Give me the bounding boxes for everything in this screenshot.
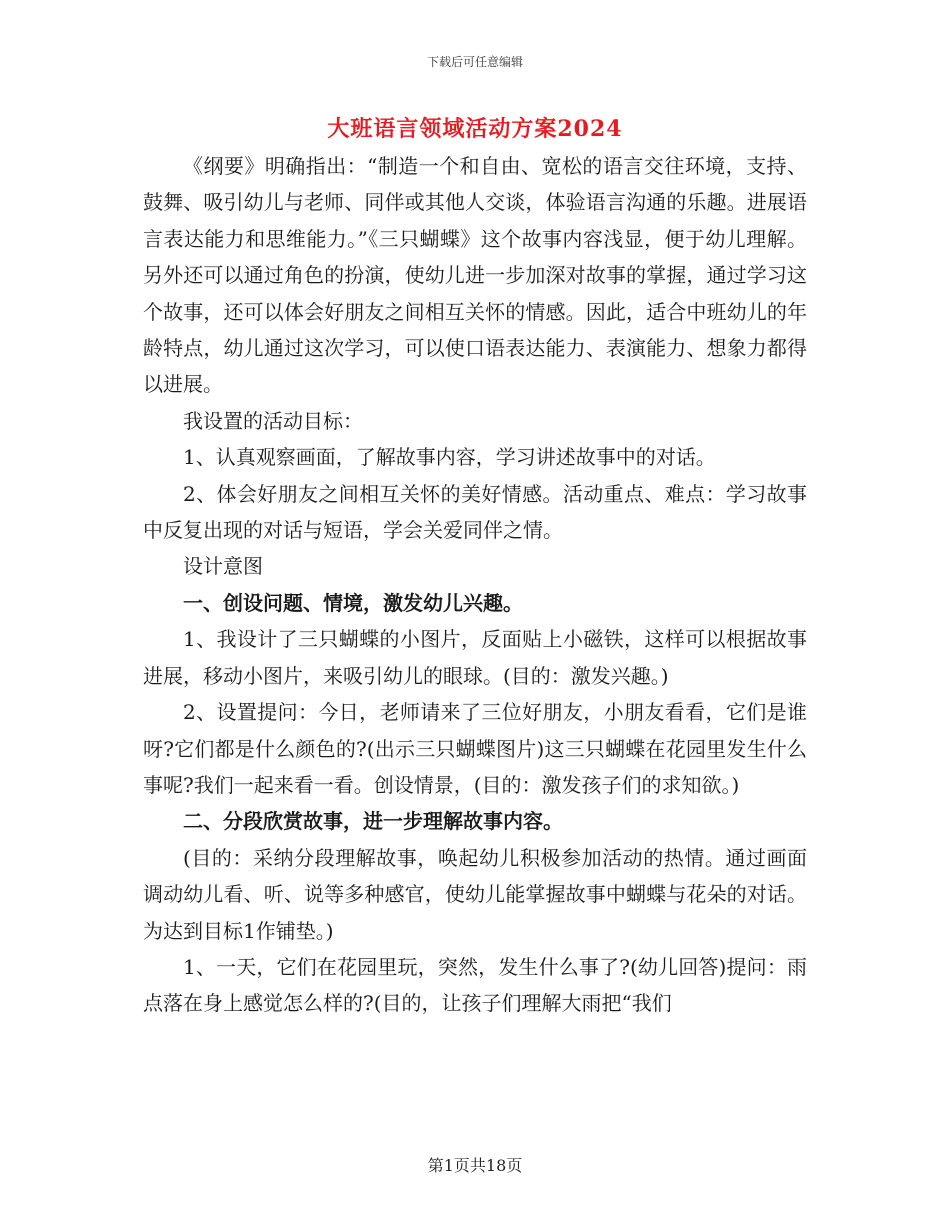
paragraph-goal-1: 1、认真观察画面，了解故事内容，学习讲述故事中的对话。 (183, 445, 716, 470)
paragraph-section2-purpose: (目的：采纳分段理解故事，唤起幼儿积极参加活动的热情。通过画面调动幼儿看、听、说等多种感官，使幼儿能掌握故事中蝴蝶与花朵的对话。为达到目标1作铺垫。) (143, 845, 807, 943)
paragraph-goal-2: 2、体会好朋友之间相互关怀的美好情感。活动重点、难点：学习故事中反复出现的对话与短语，学会关爱同伴之情。 (143, 481, 807, 543)
page-header-note: 下载后可任意编辑 (426, 55, 523, 69)
paragraph-goals-heading: 我设置的活动目标： (183, 408, 363, 433)
section-heading-2: 二、分段欣赏故事，进一步理解故事内容。 (183, 809, 563, 834)
paragraph-section2-item1: 1、一天，它们在花园里玩，突然，发生什么事了?(幼儿回答)提问：雨点落在身上感觉怎么样的?(目的，让孩子们理解大雨把“我们 (143, 954, 807, 1016)
paragraph-section1-item1: 1、我设计了三只蝴蝶的小图片，反面贴上小磁铁，这样可以根据故事进展，移动小图片，来吸引幼儿的眼球。(目的：激发兴趣。) (143, 627, 807, 688)
page-number: 第1页共18页 (427, 1156, 523, 1175)
paragraph-section1-item2: 2、设置提问：今日，老师请来了三位好朋友，小朋友看看，它们是谁呀?它们都是什么颜色的?(出示三只蝴蝶图片)这三只蝴蝶在花园里发生什么事呢?我们一起来看一看。创设情景，(目的：激发孩子们的求知欲。) (143, 700, 807, 797)
paragraph-intro: 《纲要》明确指出：“制造一个和自由、宽松的语言交往环境，支持、鼓舞、吸引幼儿与老师、同伴或其他人交谈，体验语言沟通的乐趣。进展语言表达能力和思维能力。”《三只蝴蝶》这个故事内容浅显，便于幼儿理解。另外还可以通过角色的扮演，使幼儿进一步加深对故事的掌握，通过学习这个故事，还可以体会好朋友之间相互关怀的情感。因此，适合中班幼儿的年龄特点，幼儿通过这次学习，可以使口语表达能力、表演能力、想象力都得以进展。 (143, 154, 807, 397)
paragraph-design-intent: 设计意图 (183, 554, 263, 579)
section-heading-1: 一、创设问题、情境，激发幼儿兴趣。 (183, 590, 523, 615)
document-body (143, 148, 807, 1022)
document-title: 大班语言领域活动方案2024 (327, 116, 623, 142)
